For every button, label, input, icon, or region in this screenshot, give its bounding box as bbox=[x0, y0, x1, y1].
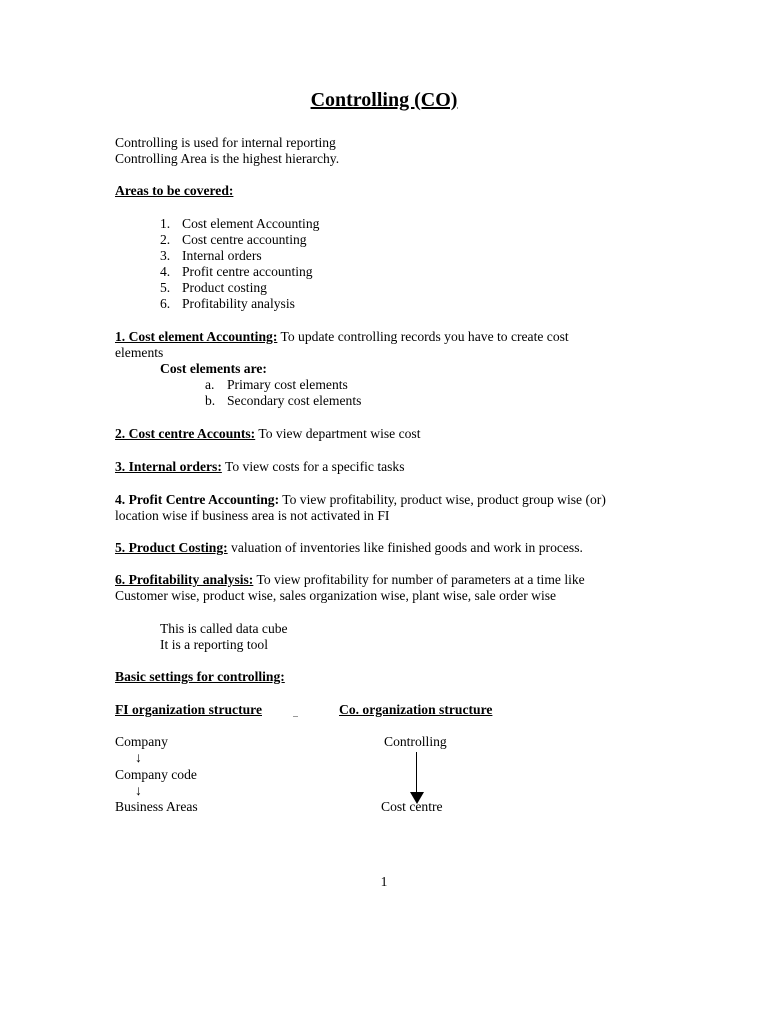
fi-level-company: Company bbox=[115, 734, 168, 749]
area-label: Cost element Accounting bbox=[182, 216, 320, 231]
area-number: 5. bbox=[160, 280, 171, 295]
section-text: To view profitability, product wise, product group wise (or) bbox=[279, 492, 606, 507]
down-arrow-icon: ↓ bbox=[135, 751, 142, 766]
item-letter: a. bbox=[205, 377, 215, 392]
intro-line-1: Controlling is used for internal reporting bbox=[115, 135, 336, 150]
area-number: 4. bbox=[160, 264, 171, 279]
section-text: To view costs for a specific tasks bbox=[221, 459, 405, 474]
co-level-controlling: Controlling bbox=[384, 734, 447, 749]
area-label: Internal orders bbox=[182, 248, 262, 263]
area-number: 1. bbox=[160, 216, 171, 231]
area-item bbox=[160, 280, 267, 296]
section-text: To view profitability for number of parameters at a time like bbox=[253, 572, 585, 587]
areas-heading: Areas to be covered: bbox=[115, 183, 234, 198]
fi-level-company-code: Company code bbox=[115, 767, 197, 782]
cost-element-item bbox=[205, 393, 361, 409]
fi-level-business-areas: Business Areas bbox=[115, 799, 198, 814]
area-item bbox=[160, 248, 262, 264]
section-profit-centre bbox=[115, 492, 606, 508]
section-product-costing bbox=[115, 540, 583, 556]
area-item bbox=[160, 216, 319, 232]
intro-line-2: Controlling Area is the highest hierarchy. bbox=[115, 151, 340, 166]
section-heading: 2. Cost centre Accounts: bbox=[115, 426, 256, 441]
section-heading: 5. Product Costing: bbox=[115, 540, 228, 555]
area-item bbox=[160, 232, 307, 248]
section-heading: 1. Cost element Accounting: bbox=[115, 329, 278, 344]
area-label: Profit centre accounting bbox=[182, 264, 313, 279]
section-heading: 6. Profitability analysis: bbox=[115, 572, 254, 587]
section-profitability bbox=[115, 572, 585, 588]
fi-structure-heading: FI organization structure bbox=[115, 702, 262, 717]
separator-mark bbox=[293, 716, 298, 717]
item-label: Secondary cost elements bbox=[227, 393, 362, 408]
cost-element-item bbox=[205, 377, 348, 393]
note-line: It is a reporting tool bbox=[160, 637, 268, 652]
area-number: 6. bbox=[160, 296, 171, 311]
item-letter: b. bbox=[205, 393, 216, 408]
area-number: 2. bbox=[160, 232, 171, 247]
section-text: valuation of inventories like finished goods and work in process. bbox=[227, 540, 583, 555]
page-number: 1 bbox=[380, 874, 388, 889]
co-hierarchy-line bbox=[416, 752, 417, 794]
area-item bbox=[160, 296, 295, 312]
cost-elements-subheading: Cost elements are: bbox=[160, 361, 267, 376]
area-item bbox=[160, 264, 313, 280]
co-structure-heading: Co. organization structure bbox=[339, 702, 493, 717]
down-arrow-icon: ↓ bbox=[135, 784, 142, 799]
section-text: To view department wise cost bbox=[255, 426, 421, 441]
section-cost-centre bbox=[115, 426, 421, 442]
section-internal-orders bbox=[115, 459, 405, 475]
note-line: This is called data cube bbox=[160, 621, 288, 636]
area-label: Profitability analysis bbox=[182, 296, 295, 311]
section-text-continued: location wise if business area is not activated in FI bbox=[115, 508, 390, 523]
section-text-continued: Customer wise, product wise, sales organization wise, plant wise, sale order wise bbox=[115, 588, 557, 603]
section-text: To update controlling records you have to create cost bbox=[277, 329, 569, 344]
area-label: Cost centre accounting bbox=[182, 232, 307, 247]
section-text-continued: elements bbox=[115, 345, 164, 360]
co-level-cost-centre: Cost centre bbox=[381, 799, 443, 814]
section-heading: 3. Internal orders: bbox=[115, 459, 222, 474]
area-label: Product costing bbox=[182, 280, 267, 295]
basic-settings-heading: Basic settings for controlling: bbox=[115, 669, 285, 684]
area-number: 3. bbox=[160, 248, 171, 263]
item-label: Primary cost elements bbox=[227, 377, 348, 392]
section-cost-element bbox=[115, 329, 569, 345]
page-title: Controlling (CO) bbox=[310, 89, 458, 111]
section-heading: 4. Profit Centre Accounting: bbox=[115, 492, 280, 507]
